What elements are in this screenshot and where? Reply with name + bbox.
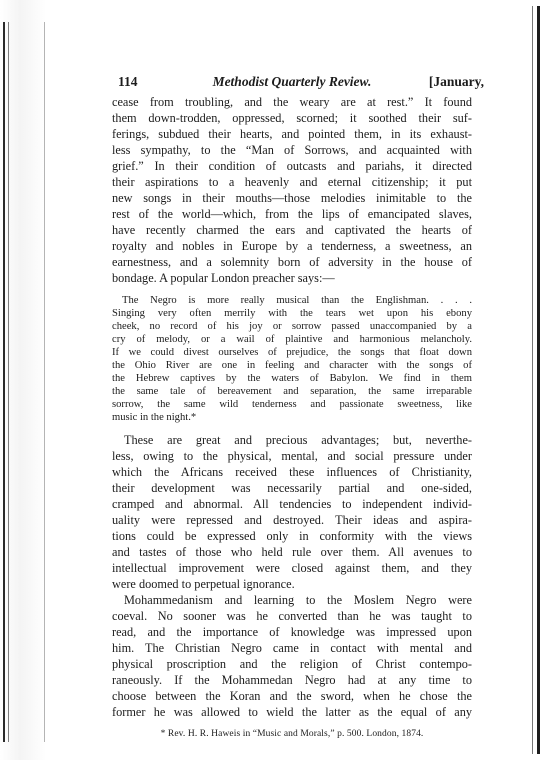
text-line: were doomed to perpetual ignorance. (112, 577, 295, 591)
paragraph-1 (112, 94, 472, 286)
running-header (112, 74, 484, 94)
binding-line (532, 6, 533, 754)
text-line: choose between the Koran and the sword, when he chose the (112, 689, 472, 703)
binding-line (44, 22, 45, 742)
quote-line: the Hebrew captives by the waters of Babylon. We find in them (112, 373, 472, 384)
quote-line: music in the night.* (112, 412, 197, 423)
text-line: grief.” In their condition of outcasts and pariahs, it directed (112, 159, 472, 173)
quote-line: Singing very often merrily with the tears wet upon his ebony (112, 308, 472, 319)
text-line: their development was necessarily partial and one-sided, (112, 481, 472, 495)
binding-line (8, 22, 9, 742)
right-binding-edge (527, 0, 543, 760)
text-line: their aspirations to a heavenly and eternal citizenship; it put (112, 175, 472, 189)
text-line: him. The Christian Negro came in contact with mental and (112, 641, 472, 655)
text-line: intellectual improvement were closed against them, and they (112, 561, 472, 575)
text-line: which the Africans received these influences of Christianity, (112, 465, 472, 479)
text-line: read, and the importance of knowledge was impressed upon (112, 625, 472, 639)
text-line: cease from troubling, and the weary are at rest.” It found (112, 95, 472, 109)
footnote: * Rev. H. R. Haweis in “Music and Morals,” p. 500. London, 1874. (160, 729, 424, 739)
text-line: former he was allowed to wield the latter as the equal of any (112, 705, 472, 719)
binding-line (537, 6, 540, 754)
block-quote (112, 294, 472, 424)
text-line: Mohammedanism and learning to the Moslem Negro were (124, 593, 472, 607)
text-line: physical proscription and the religion of Christ contempo- (112, 657, 472, 671)
binding-line (3, 22, 5, 742)
text-line: less, owing to the physical, mental, and social pressure under (112, 449, 472, 463)
text-line: and tastes of those who held rule over them. All avenues to (112, 545, 472, 559)
text-line: royalty and nobles in Europe by a tenderness, a sweetness, an (112, 239, 472, 253)
text-line: them down-trodden, oppressed, scorned; it soothed their suf- (112, 111, 472, 125)
text-line: bondage. A popular London preacher says:— (112, 271, 335, 285)
text-line: ferings, subdued their hearts, and pointed them, in its exhaust- (112, 127, 472, 141)
text-line: have recently charmed the ears and captivated the hearts of (112, 223, 472, 237)
left-binding-edge (0, 0, 52, 760)
issue-month: [January, (428, 74, 484, 89)
text-line: uality were repressed and destroyed. Their ideas and aspira- (112, 513, 472, 527)
quote-line: the same tale of bereavement and separation, the same irreparable (112, 386, 472, 397)
journal-title: Methodist Quarterly Review. (212, 74, 372, 89)
paragraph-3 (112, 592, 472, 720)
quote-line: the Ohio River are one in feeling and character with the songs of (112, 360, 472, 371)
text-line: These are great and precious advantages; but, neverthe- (124, 433, 472, 447)
paragraph-2 (112, 432, 472, 592)
text-line: coeval. No sooner was he converted than he was taught to (112, 609, 472, 623)
quote-line: cheek, no record of his joy or sorrow passed unaccompanied by a (112, 321, 472, 332)
quote-line: The Negro is more really musical than the Englishman. . . . (122, 295, 472, 306)
text-line: earnestness, and a solemnity born of adversity in the house of (112, 255, 472, 269)
text-line: raneously. If the Mohammedan Negro had at any time to (112, 673, 472, 687)
page-number: 114 (118, 74, 138, 89)
text-line: new songs in their mouths—those melodies inimitable to the (112, 191, 472, 205)
text-line: rest of the world—which, from the lips of emancipated slaves, (112, 207, 472, 221)
text-line: tions could be expressed only in conformity with the views (112, 529, 472, 543)
quote-line: cry of melody, or a wail of plaintive and harmonious melancholy. (112, 334, 472, 345)
book-page (112, 74, 484, 740)
quote-line: If we could divest ourselves of prejudice, the songs that float down (112, 347, 472, 358)
text-line: less sympathy, to the “Man of Sorrows, and acquainted with (112, 143, 472, 157)
quote-line: sorrow, the same wild tenderness and passionate sweetness, like (112, 399, 472, 410)
text-line: cramped and abnormal. All tendencies to independent individ- (112, 497, 472, 511)
